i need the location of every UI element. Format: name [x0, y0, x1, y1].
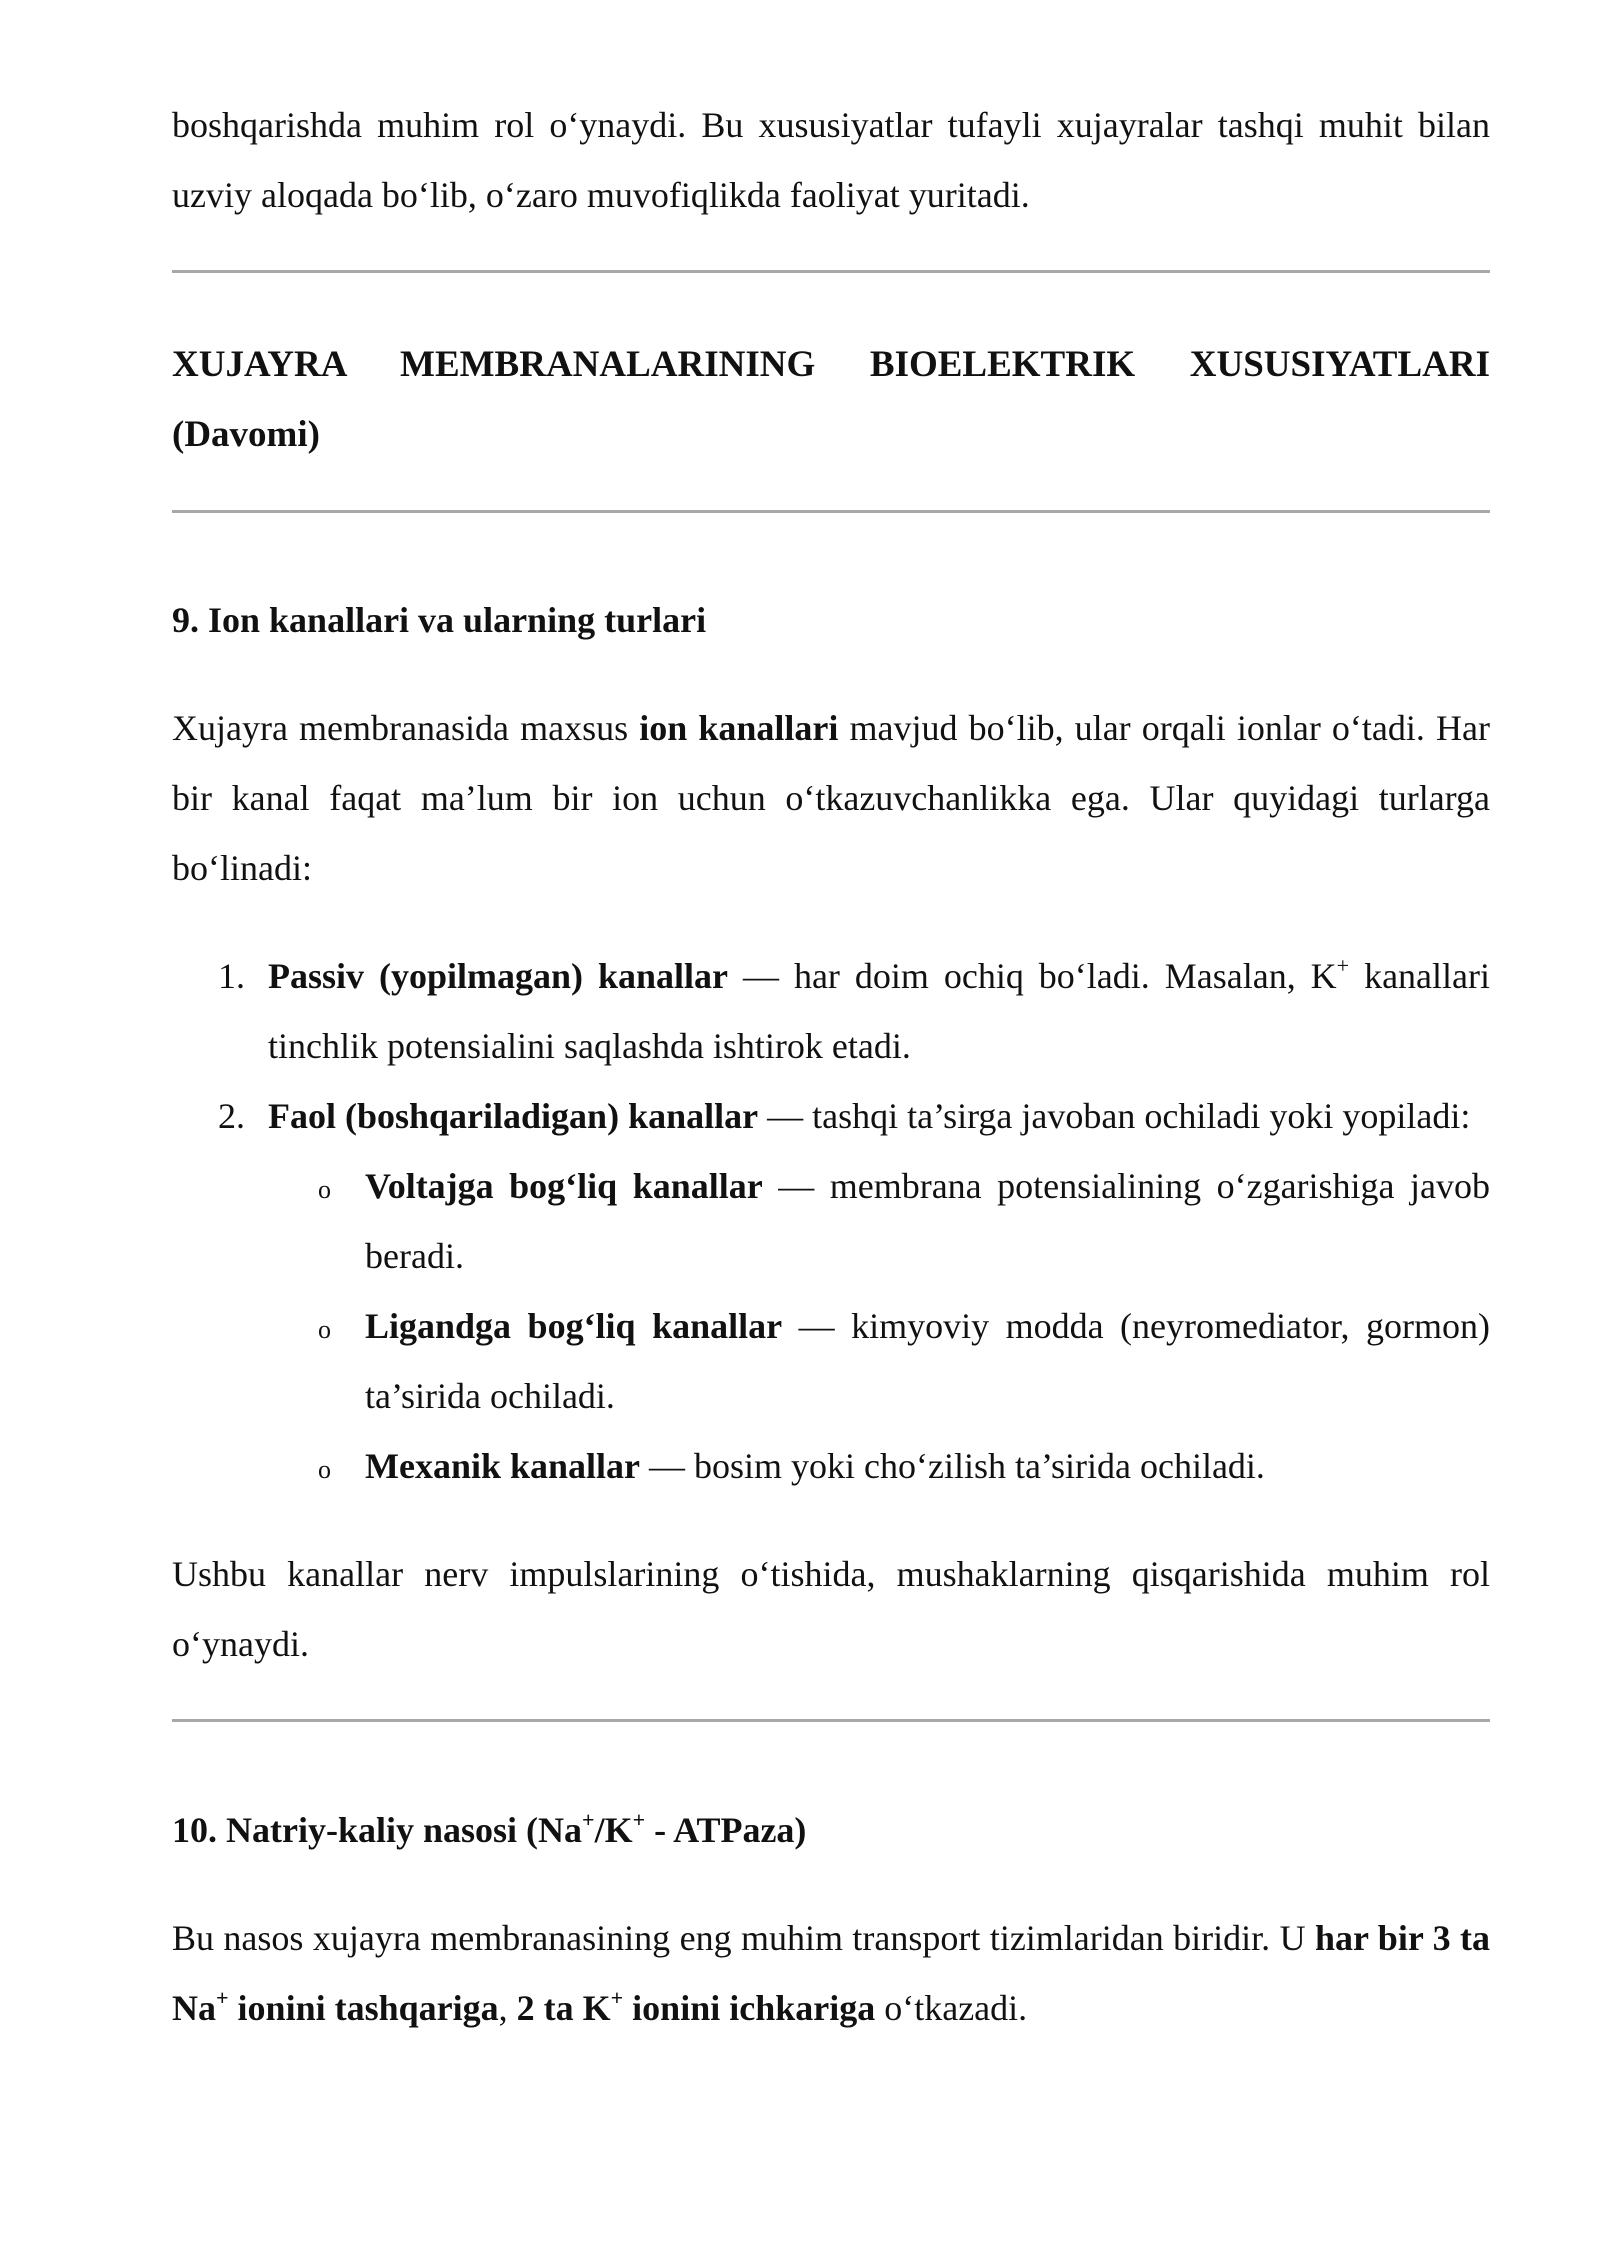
channel-types-list: [172, 941, 1490, 1501]
divider: [172, 510, 1490, 513]
text-run: Bu nasos xujayra membranasining eng muhim transport tizimlaridan biridir. U: [172, 1918, 1316, 1958]
section-heading: 9. Ion kanallari va ularning turlari: [172, 600, 707, 640]
superscript: +: [1336, 953, 1350, 978]
list-number: 2.: [218, 1096, 245, 1136]
chapter-title: XUJAYRA MEMBRANALARINING BIOELEKTRIK XUSUSIYATLARI (Davomi): [172, 344, 1490, 455]
bold-term: Voltajga bog‘liq kanallar: [365, 1166, 763, 1206]
bullet-marker: o: [318, 1455, 331, 1484]
text-run: — kimyoviy modda (neyromediator, gormon) ta’sirida ochiladi.: [365, 1306, 1490, 1416]
superscript: +: [632, 1807, 646, 1832]
bold-term: Ligandga bog‘liq kanallar: [365, 1306, 783, 1346]
list-item: [172, 941, 1490, 1081]
bold-term: ion kanallari: [639, 708, 839, 748]
text-run: — har doim ochiq bo‘ladi. Masalan, K: [728, 956, 1337, 996]
text-run: o‘tkazadi.: [875, 1988, 1028, 2028]
text-run: — tashqi ta’sirga javoban ochiladi yoki yopiladi:: [758, 1096, 1471, 1136]
divider: [172, 270, 1490, 273]
section-closing-paragraph: Ushbu kanallar nerv impulslarining o‘tishida, mushaklarning qisqarishida muhim rol o‘ynaydi.: [172, 1554, 1490, 1664]
bullet-marker: o: [318, 1175, 331, 1204]
text-run: 2 ta K: [516, 1988, 611, 2028]
text-run: ,: [498, 1988, 517, 2028]
section-heading: [172, 1795, 1490, 1865]
superscript: +: [216, 1985, 229, 2010]
sub-list-item: [268, 1291, 1490, 1431]
text-run: mavjud bo‘lib, ular orqali ionlar o‘tadi. Har bir kanal faqat ma’lum bir ion uchun o‘tkazuvchanlikka ega. Ular quyidagi turlarga bo‘linadi:: [172, 708, 1490, 888]
sub-list-item: [268, 1151, 1490, 1291]
text-run: 10. Natriy-kaliy nasosi (Na: [172, 1810, 583, 1850]
section-paragraph: [172, 1903, 1490, 2043]
bold-term: Faol (boshqariladigan) kanallar: [268, 1096, 759, 1136]
superscript: +: [610, 1985, 624, 2010]
section-paragraph: [172, 693, 1490, 903]
text-run: ionini ichkariga: [623, 1988, 876, 2028]
text-run: - ATPaza): [645, 1810, 807, 1850]
text-run: ionini tashqariga: [228, 1988, 499, 2028]
text-run: /K: [594, 1810, 633, 1850]
text-run: har bir 3 ta Na: [172, 1918, 1490, 2028]
text-run: — membrana potensialining o‘zgarishiga javob beradi.: [365, 1166, 1491, 1276]
bullet-marker: o: [318, 1315, 331, 1344]
intro-paragraph: boshqarishda muhim rol o‘ynaydi. Bu xususiyatlar tufayli xujayralar tashqi muhit bilan uzviy aloqada bo‘lib, o‘zaro muvofiqlikda faoliyat yuritadi.: [172, 105, 1490, 215]
text-run: kanallari tinchlik potensialini saqlashda ishtirok etadi.: [268, 956, 1490, 1066]
list-item: [172, 1081, 1490, 1501]
text-run: — bosim yoki cho‘zilish ta’sirida ochiladi.: [640, 1446, 1265, 1486]
list-number: 1.: [218, 956, 245, 996]
bold-term: Passiv (yopilmagan) kanallar: [268, 956, 728, 996]
document-page: [172, 90, 1490, 2043]
sub-list: [268, 1151, 1490, 1501]
superscript: +: [582, 1807, 595, 1832]
bold-term: Mexanik kanallar: [365, 1446, 641, 1486]
divider: [172, 1719, 1490, 1722]
bold-term: [516, 1985, 876, 2028]
text-run: Xujayra membranasida maxsus: [172, 708, 640, 748]
sub-list-item: [268, 1431, 1490, 1501]
